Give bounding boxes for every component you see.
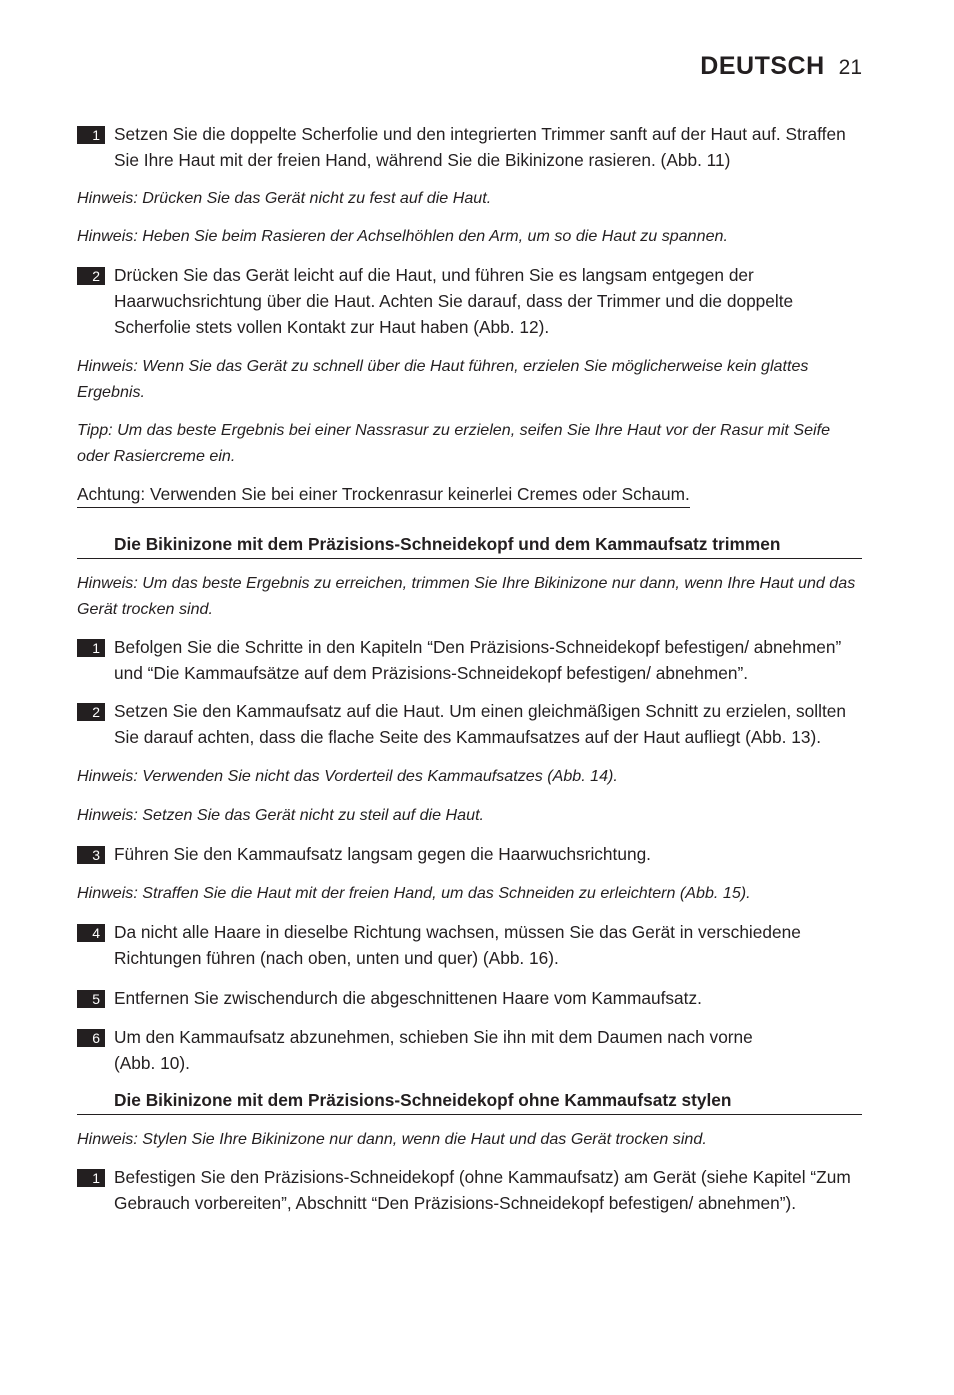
step-number: 6 xyxy=(77,1029,105,1047)
page-header xyxy=(700,52,862,81)
note: Hinweis: Drücken Sie das Gerät nicht zu fest auf die Haut. xyxy=(77,189,492,207)
note: Hinweis: Straffen Sie die Haut mit der freien Hand, um das Schneiden zu erleichtern (Abb. 15). xyxy=(77,884,751,902)
step-number: 1 xyxy=(77,639,105,657)
section-heading: Die Bikinizone mit dem Präzisions-Schneidekopf ohne Kammaufsatz stylen xyxy=(77,1087,862,1115)
step-number: 5 xyxy=(77,990,105,1008)
note: Hinweis: Wenn Sie das Gerät zu schnell über die Haut führen, erzielen Sie möglicherweise kein glattes Ergebnis. xyxy=(77,357,809,401)
step-item xyxy=(77,262,862,340)
step-number: 2 xyxy=(77,267,105,285)
language-label: DEUTSCH xyxy=(700,52,825,80)
step-item xyxy=(77,121,862,173)
step-number: 3 xyxy=(77,846,105,864)
step-item xyxy=(77,1164,862,1216)
tip: Tipp: Um das beste Ergebnis bei einer Nassrasur zu erzielen, seifen Sie Ihre Haut vor der Rasur mit Seife oder Rasiercreme ein. xyxy=(77,421,831,465)
note: Hinweis: Stylen Sie Ihre Bikinizone nur dann, wenn die Haut und das Gerät trocken sind. xyxy=(77,1130,707,1148)
step-text: Um den Kammaufsatz abzunehmen, schieben Sie ihn mit dem Daumen nach vorne (Abb. 10). xyxy=(114,1027,753,1073)
step-text: Setzen Sie die doppelte Scherfolie und den integrierten Trimmer sanft auf der Haut auf. Straffen Sie Ihre Haut mit der freien Hand, während Sie die Bikinizone rasieren. (Abb. 11) xyxy=(114,124,846,170)
page-number: 21 xyxy=(838,56,862,79)
note: Hinweis: Heben Sie beim Rasieren der Achselhöhlen den Arm, um so die Haut zu spannen. xyxy=(77,227,728,245)
warning-row xyxy=(77,481,862,508)
step-text: Führen Sie den Kammaufsatz langsam gegen die Haarwuchsrichtung. xyxy=(114,844,651,864)
step-item xyxy=(77,985,862,1011)
section-heading: Die Bikinizone mit dem Präzisions-Schneidekopf und dem Kammaufsatz trimmen xyxy=(77,531,862,559)
step-number: 1 xyxy=(77,1169,105,1187)
step-item xyxy=(77,841,862,867)
note: Hinweis: Setzen Sie das Gerät nicht zu steil auf die Haut. xyxy=(77,806,485,824)
step-number: 2 xyxy=(77,703,105,721)
step-item xyxy=(77,698,862,750)
note: Hinweis: Um das beste Ergebnis zu erreichen, trimmen Sie Ihre Bikinizone nur dann, wenn Ihre Haut und das Gerät trocken sind. xyxy=(77,574,856,618)
page-content xyxy=(77,121,862,1216)
step-text: Befestigen Sie den Präzisions-Schneidekopf (ohne Kammaufsatz) am Gerät (siehe Kapitel “Zum Gebrauch vorbereiten”, Abschnitt “Den Präzisions-Schneidekopf befestigen/ abnehmen”). xyxy=(114,1167,851,1213)
warning: Achtung: Verwenden Sie bei einer Trockenrasur keinerlei Cremes oder Schaum. xyxy=(77,481,690,508)
step-text: Setzen Sie den Kammaufsatz auf die Haut. Um einen gleichmäßigen Schnitt zu erzielen, sollten Sie darauf achten, dass die flache Seite des Kammaufsatzes auf der Haut aufliegt (Abb. 13). xyxy=(114,701,846,747)
step-item xyxy=(77,1024,862,1076)
step-item xyxy=(77,919,862,971)
step-item xyxy=(77,634,862,686)
step-number: 4 xyxy=(77,924,105,942)
step-text: Da nicht alle Haare in dieselbe Richtung wachsen, müssen Sie das Gerät in verschiedene Richtungen führen (nach oben, unten und quer) (Abb. 16). xyxy=(114,922,801,968)
step-text: Befolgen Sie die Schritte in den Kapiteln “Den Präzisions-Schneidekopf befestigen/ abnehmen” und “Die Kammaufsätze auf dem Präzisions-Schneidekopf befestigen/ abnehmen”. xyxy=(114,637,842,683)
note: Hinweis: Verwenden Sie nicht das Vorderteil des Kammaufsatzes (Abb. 14). xyxy=(77,767,618,785)
step-text: Entfernen Sie zwischendurch die abgeschnittenen Haare vom Kammaufsatz. xyxy=(114,988,702,1008)
step-text: Drücken Sie das Gerät leicht auf die Haut, und führen Sie es langsam entgegen der Haarwuchsrichtung über die Haut. Achten Sie darauf, dass der Trimmer und die doppelte Scherfolie stets vollen Kontakt zur Haut haben (Abb. 12). xyxy=(114,265,794,337)
step-number: 1 xyxy=(77,126,105,144)
